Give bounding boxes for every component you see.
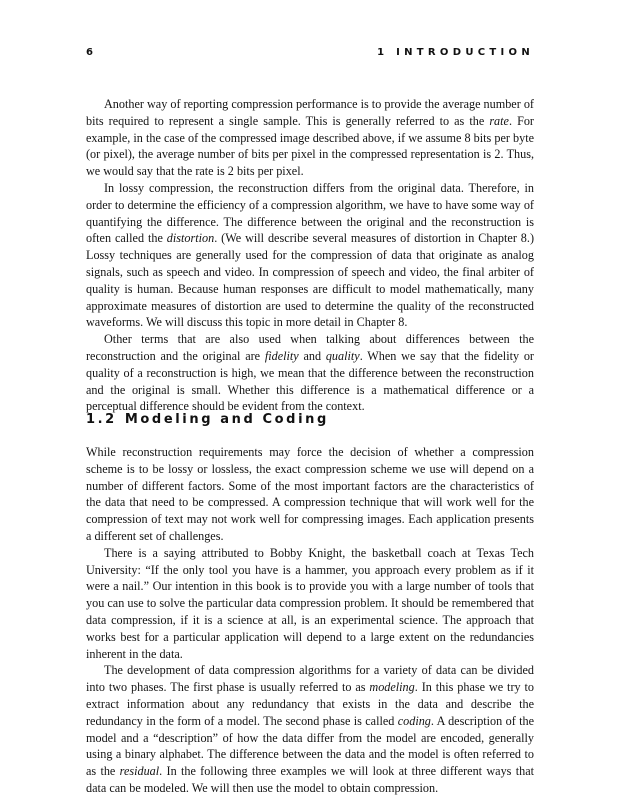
italic-term: modeling — [369, 680, 415, 695]
section-number: 1.2 — [86, 412, 117, 427]
section-body-text — [86, 444, 534, 797]
italic-term: distortion — [166, 231, 215, 246]
intro-body-text — [86, 96, 534, 415]
text-run: . A description of the model and a “description” of how the data differ from the model are encoded, generally using a binary alphabet. The difference between the data and the model is often referred to as the — [86, 713, 534, 779]
text-run: There is a saying attributed to Bobby Knight, the basketball coach at Texas Tech University: “If the only tool you have is a hammer, you approach every problem as if it were a nail.” Our intention in this book is to provide you with a large number of tools that you can use to solve the particular data compression problem. It should be remembered that data compression, if it is a science at all, is an experimental science. The approach that works best for a particular application will depend to a large extent on the redundancies inherent in the data. — [86, 545, 534, 661]
paragraph-distortion — [86, 180, 534, 331]
italic-term: rate — [489, 113, 509, 128]
text-run: . When we say that the fidelity or quality of a reconstruction is high, we mean that the difference between the reconstruction and the original is small. Whether this difference is a mathematical difference or a perceptual difference should be evident from the context. — [86, 348, 534, 414]
page-number: 6 — [86, 47, 93, 58]
paragraph-requirements — [86, 444, 534, 545]
text-run: . (We will describe several measures of distortion in Chapter 8.) Lossy techniques are generally used for the compression of data that originate as analog signals, such as speech and video. In compression of speech and video, the final arbiter of quality is human. Because human responses are difficult to model mathematically, many approximate measures of distortion are used to determine the quality of the reconstructed waveforms. We will discuss this topic in more detail in Chapter 8. — [86, 231, 535, 330]
running-header — [86, 47, 534, 63]
paragraph-modeling-coding — [86, 662, 534, 796]
text-run: . In this phase we try to extract information about any redundancy that exists in the data and describe the redundancy in the form of a model. The second phase is called — [86, 680, 534, 728]
paragraph-fidelity-quality — [86, 331, 534, 415]
text-run: The development of data compression algorithms for a variety of data can be divided into two phases. The first phase is usually referred to as — [86, 663, 534, 695]
paragraph-bobby-knight — [86, 545, 534, 663]
text-run: . In the following three examples we will look at three different ways that data can be modeled. We will then use the model to obtain compression. — [86, 764, 534, 795]
text-run: Other terms that are also used when talking about differences between the reconstruction and the original are — [86, 332, 534, 363]
italic-term: fidelity — [264, 348, 299, 363]
text-run: While reconstruction requirements may force the decision of whether a compression scheme is to be lossy or lossless, the exact compression scheme we use will depend on a number of different factors. Some of the most important factors are the characteristics of the data that need to be compressed. A compression technique that will work well for the compression of text may not work well for compressing images. Each application presents a different set of challenges. — [86, 445, 534, 543]
text-run: and — [298, 348, 326, 363]
text-run: Another way of reporting compression performance is to provide the average number of bits required to represent a single sample. This is generally referred to as the — [86, 97, 534, 128]
italic-term: residual — [119, 764, 160, 779]
chapter-title: 1 INTRODUCTION — [377, 47, 534, 58]
text-run: In lossy compression, the reconstruction differs from the original data. Therefore, in order to determine the efficiency of a compression algorithm, we have to have some way of quantifying the difference. The difference between the original and the reconstruction is often called the — [86, 180, 534, 246]
text-run: . For example, in the case of the compressed image described above, if we assume 8 bits per byte (or pixel), the average number of bits per pixel in the compressed representation is 2. Thus, we would say that the rate is 2 bits per pixel. — [86, 113, 534, 179]
italic-term: quality — [325, 348, 360, 363]
italic-term: coding — [397, 713, 431, 728]
section-title: Modeling and Coding — [124, 412, 329, 427]
section-heading — [86, 412, 534, 427]
paragraph-rate — [86, 96, 534, 180]
